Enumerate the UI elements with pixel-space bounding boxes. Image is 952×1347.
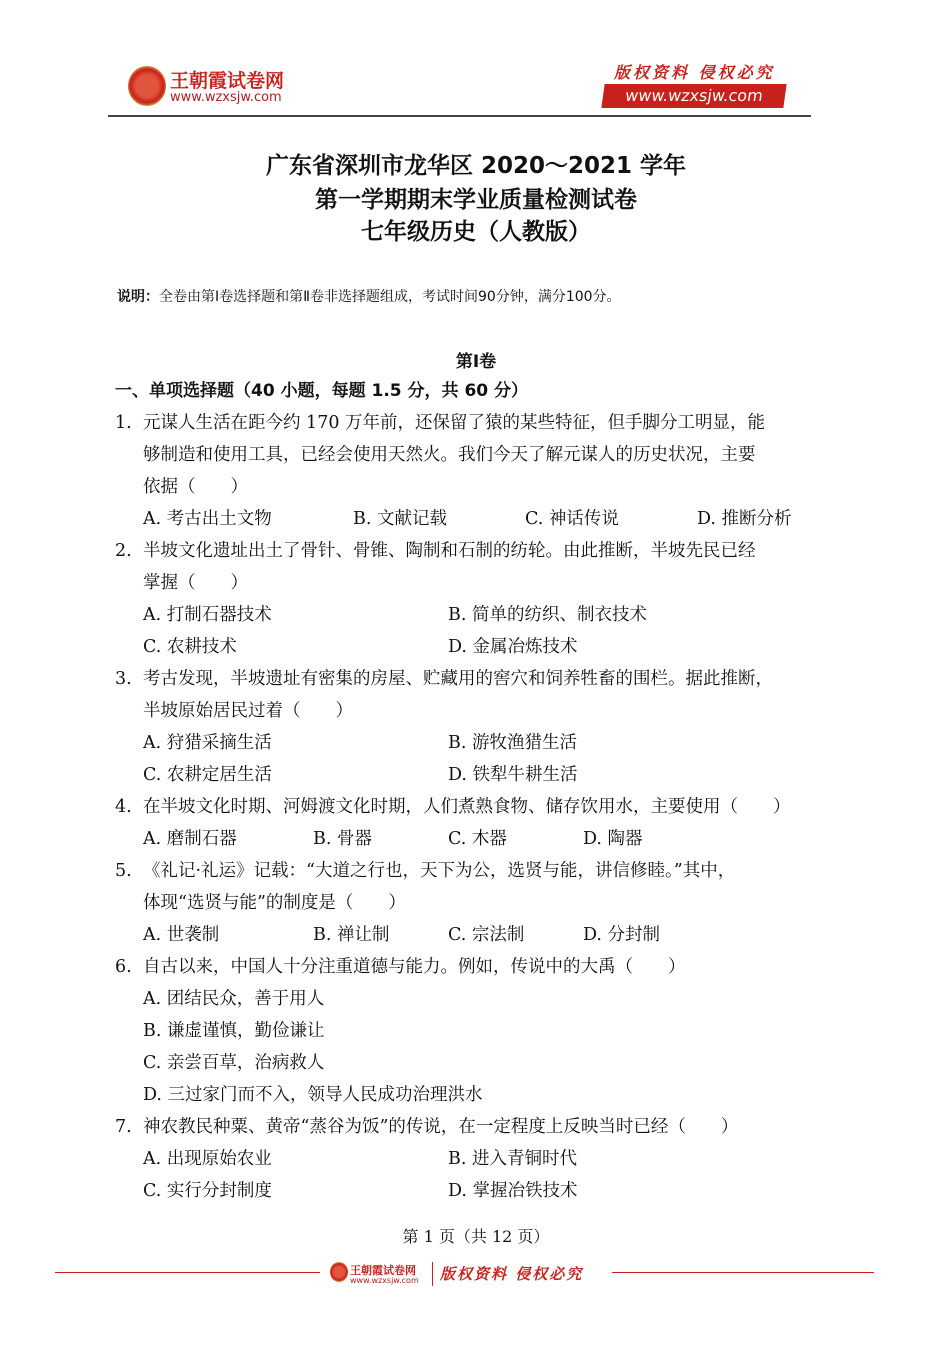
option-row <box>115 631 815 663</box>
title-line-1: 广东省深圳市龙华区 2020～2021 学年 <box>265 153 687 179</box>
copyright-slogan: 版权资料 侵权必究 <box>614 63 775 82</box>
page-number: 第 1 页（共 12 页） <box>402 1227 550 1246</box>
option-row <box>115 727 815 759</box>
footer-logo-name: 王朝霞试卷网 <box>350 1264 416 1277</box>
instructions <box>117 286 621 306</box>
question <box>115 951 815 1111</box>
question-stem-text: 《礼记·礼运》记载：“大道之行也，天下为公，选贤与能，讲信修睦。”其中， <box>143 861 736 881</box>
question-stem-line <box>115 791 815 823</box>
answer-option: A. 磨制石器 <box>143 829 237 849</box>
answer-option: A. 团结民众，善于用人 <box>143 989 325 1009</box>
question-number: 6. <box>115 957 132 977</box>
answer-option: C. 农耕技术 <box>143 637 237 657</box>
answer-option: C. 木器 <box>448 829 507 849</box>
answer-option: D. 陶器 <box>583 829 643 849</box>
answer-option: D. 金属冶炼技术 <box>448 637 578 657</box>
question-number: 2. <box>115 541 132 561</box>
footer-logo-emblem-icon <box>330 1262 348 1282</box>
question-stem-text: 够制造和使用工具，已经会使用天然火。我们今天了解元谋人的历史状况，主要 <box>143 445 756 465</box>
header-url-banner: www.wzxsjw.com <box>601 84 786 108</box>
option-row <box>115 1015 815 1047</box>
option-row <box>115 1079 815 1111</box>
volume-heading: 第Ⅰ卷 <box>455 352 497 372</box>
footer-slogan: 版权资料 侵权必究 <box>440 1265 584 1283</box>
answer-option: D. 推断分析 <box>697 509 792 529</box>
answer-option: A. 世袭制 <box>143 925 220 945</box>
answer-option: A. 狩猎采摘生活 <box>143 733 272 753</box>
instructions-text: 全卷由第Ⅰ卷选择题和第Ⅱ卷非选择题组成，考试时间90分钟，满分100分。 <box>159 289 621 305</box>
question <box>115 791 815 855</box>
option-row <box>115 1175 815 1207</box>
question <box>115 855 815 951</box>
header-divider <box>108 115 811 117</box>
option-row <box>115 919 815 951</box>
answer-option: A. 考古出土文物 <box>143 509 272 529</box>
question-number: 7. <box>115 1117 132 1137</box>
question-stem-line <box>115 535 815 567</box>
question-stem-line <box>115 663 815 695</box>
option-row <box>115 1143 815 1175</box>
answer-option: B. 简单的纺织、制衣技术 <box>448 605 647 625</box>
option-row <box>115 823 815 855</box>
footer-line-left <box>55 1272 320 1273</box>
option-row <box>115 759 815 791</box>
question-stem-text: 体现“选贤与能”的制度是（ ） <box>143 893 406 913</box>
instructions-label: 说明： <box>117 289 159 305</box>
question-number: 3. <box>115 669 132 689</box>
option-row <box>115 1047 815 1079</box>
option-row <box>115 503 815 535</box>
answer-option: A. 出现原始农业 <box>143 1149 272 1169</box>
title-line-3: 七年级历史（人教版） <box>361 219 591 245</box>
logo-emblem-icon <box>128 66 166 106</box>
footer-separator <box>432 1262 433 1286</box>
answer-option: B. 禅让制 <box>313 925 390 945</box>
question-stem-line <box>115 887 815 919</box>
question-stem-text: 半坡原始居民过着（ ） <box>143 701 353 721</box>
section-heading: 一、单项选择题（40 小题，每题 1.5 分，共 60 分） <box>115 381 529 401</box>
question-stem-text: 元谋人生活在距今约 170 万年前，还保留了猿的某些特征，但手脚分工明显，能 <box>143 413 766 433</box>
answer-option: B. 骨器 <box>313 829 372 849</box>
answer-option: B. 谦虚谨慎，勤俭谦让 <box>143 1021 325 1041</box>
logo-url: www.wzxsjw.com <box>170 90 282 105</box>
answer-option: D. 掌握冶铁技术 <box>448 1181 578 1201</box>
logo-name: 王朝霞试卷网 <box>170 70 285 92</box>
question-number: 4. <box>115 797 132 817</box>
option-row <box>115 983 815 1015</box>
answer-option: B. 进入青铜时代 <box>448 1149 577 1169</box>
footer-line-right <box>612 1272 874 1273</box>
answer-option: C. 神话传说 <box>525 509 619 529</box>
question-number: 1. <box>115 413 132 433</box>
question-stem-text: 自古以来，中国人十分注重道德与能力。例如，传说中的大禹（ ） <box>143 957 686 977</box>
question <box>115 535 815 663</box>
answer-option: D. 铁犁牛耕生活 <box>448 765 578 785</box>
question <box>115 407 815 535</box>
question-stem-line <box>115 439 815 471</box>
question-stem-text: 在半坡文化时期、河姆渡文化时期，人们煮熟食物、储存饮用水，主要使用（ ） <box>143 797 791 817</box>
question-stem-line <box>115 407 815 439</box>
answer-option: C. 农耕定居生活 <box>143 765 272 785</box>
question <box>115 663 815 791</box>
option-row <box>115 599 815 631</box>
question-stem-text: 依据（ ） <box>143 477 248 497</box>
question-stem-line <box>115 695 815 727</box>
answer-option: C. 宗法制 <box>448 925 525 945</box>
answer-option: D. 分封制 <box>583 925 661 945</box>
answer-option: D. 三过家门而不入，领导人民成功治理洪水 <box>143 1085 483 1105</box>
question-number: 5. <box>115 861 132 881</box>
question-stem-line <box>115 951 815 983</box>
footer-logo-url: www.wzxsjw.com <box>350 1276 419 1285</box>
question-stem-text: 神农教民种粟、黄帝“蒸谷为饭”的传说，在一定程度上反映当时已经（ ） <box>143 1117 739 1137</box>
question-stem-line <box>115 471 815 503</box>
question-stem-text: 半坡文化遗址出土了骨针、骨锥、陶制和石制的纺轮。由此推断，半坡先民已经 <box>143 541 756 561</box>
answer-option: C. 亲尝百草，治病救人 <box>143 1053 325 1073</box>
question-stem-line <box>115 855 815 887</box>
answer-option: A. 打制石器技术 <box>143 605 272 625</box>
question <box>115 1111 815 1207</box>
answer-option: B. 游牧渔猎生活 <box>448 733 577 753</box>
question-stem-text: 考古发现，半坡遗址有密集的房屋、贮藏用的窖穴和饲养牲畜的围栏。据此推断， <box>143 669 773 689</box>
answer-option: B. 文献记载 <box>353 509 447 529</box>
question-stem-line <box>115 1111 815 1143</box>
title-line-2: 第一学期期末学业质量检测试卷 <box>315 187 637 213</box>
question-list <box>115 407 815 1207</box>
answer-option: C. 实行分封制度 <box>143 1181 272 1201</box>
question-stem-text: 掌握（ ） <box>143 573 248 593</box>
question-stem-line <box>115 567 815 599</box>
